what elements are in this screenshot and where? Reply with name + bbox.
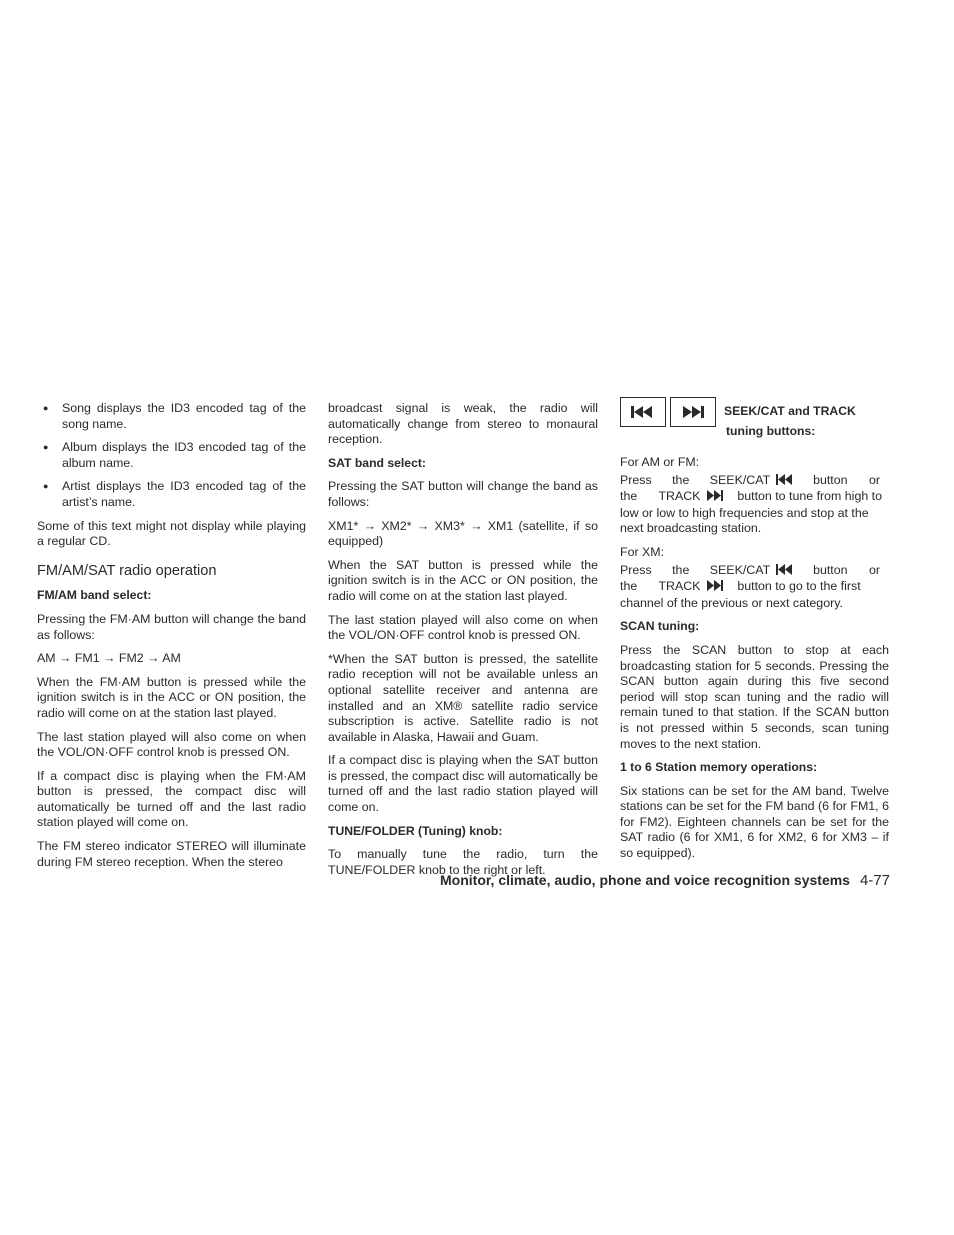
scan-heading: SCAN tuning: [620, 619, 700, 634]
fmam-heading: FM/AM band select: [37, 588, 152, 603]
column-2 [328, 401, 598, 886]
memory-paragraph: Six stations can be set for the AM band. Twelve stations can be set for the FM band (6 for FM1, 6 for FM2). Eighteen channels can be set for the SAT radio (6 for XM1, 6 for XM2, 6 for XM3 – if so equipped). [620, 783, 889, 861]
fmam-paragraph-3: When the FM·AM button is pressed while the ignition switch is in the ACC or ON position, the radio will come on at the station last played. [37, 674, 306, 720]
skip-back-icon [776, 474, 794, 490]
sat-paragraph-5: *When the SAT button is pressed, the satellite radio reception will not be available unless an optional satellite receiver and antenna are installed and an XM® satellite radio service subscription is active. Satellite radio is not available in Alaska, Hawaii and Guam. [328, 651, 598, 744]
skip-back-icon [620, 397, 666, 427]
tune-paragraph-1: To manually tune the radio, turn the TUNE/FOLDER knob to the right or left. [328, 847, 598, 877]
memory-heading: 1 to 6 Station memory operations: [620, 760, 818, 775]
stereo-continued: broadcast signal is weak, the radio will automatically change from stereo to monaural reception. [328, 401, 598, 447]
fmam-paragraph-1: Pressing the FM·AM button will change the band as follows: [37, 611, 306, 642]
xm-text-b: button or the TRACK [620, 562, 880, 594]
seek-track-label-line1: SEEK/CAT and TRACK [724, 404, 856, 418]
xm-text-a: Press the SEEK/CAT [620, 562, 771, 577]
xm-label: For XM: [620, 544, 665, 559]
amfm-text-b: button or the TRACK [620, 472, 880, 504]
column-3 [620, 401, 889, 870]
page-footer [400, 872, 890, 889]
page-number: 4-77 [859, 872, 890, 889]
skip-forward-icon [706, 490, 724, 506]
section-title: FM/AM/SAT radio operation [37, 562, 217, 579]
sat-paragraph-4: The last station played will also come on when the VOL/ON·OFF control knob is pressed ON. [328, 612, 598, 643]
skip-forward-icon [706, 580, 724, 596]
note-text: Some of this text might not display while playing a regular CD. [37, 518, 306, 549]
amfm-label: For AM or FM: [620, 455, 700, 469]
seek-track-label [724, 401, 856, 441]
fmam-paragraph-4: The last station played will also come on when the VOL/ON·OFF control knob is pressed ON. [37, 729, 306, 760]
footer-title: Monitor, climate, audio, phone and voice recognition systems [440, 872, 850, 888]
sat-paragraph-6: If a compact disc is playing when the SAT button is pressed, the compact disc will automatically be turned off and the last radio station played will come on. [328, 753, 598, 815]
fmam-paragraph-5: If a compact disc is playing when the FM·AM button is pressed, the compact disc will automatically be turned off and the last radio station played will come on. [37, 768, 306, 830]
fmam-band-sequence: AM → FM1 → FM2 → AM [37, 651, 181, 666]
skip-forward-icon [670, 397, 716, 427]
xm-paragraph [620, 563, 889, 612]
amfm-paragraph [620, 473, 889, 537]
seek-track-label-line2: tuning buttons: [726, 424, 816, 438]
sat-heading: SAT band select: [328, 455, 426, 470]
amfm-text-a: Press the SEEK/CAT [620, 472, 771, 487]
tune-heading: TUNE/FOLDER (Tuning) knob: [328, 823, 503, 838]
sat-band-sequence: XM1* → XM2* → XM3* → XM1 (satellite, if so equipped) [328, 518, 598, 549]
bullet-song: ● Song displays the ID3 encoded tag of the song name. [37, 401, 306, 432]
skip-back-icon [776, 564, 794, 580]
bullet-artist: ● Artist displays the ID3 encoded tag of the artist’s name. [37, 479, 306, 510]
amfm-text-c: button to tune from high to low or low to high frequencies and stop at the next broadcasting station. [620, 489, 882, 536]
seek-track-figure [620, 401, 889, 449]
fmam-paragraph-6: The FM stereo indicator STEREO will illuminate during FM stereo reception. When the stereo [37, 839, 306, 869]
bullet-album: ● Album displays the ID3 encoded tag of the album name. [37, 440, 306, 471]
xm-text-c: button to go to the first channel of the previous or next category. [620, 579, 861, 610]
column-1 [37, 401, 306, 878]
sat-paragraph-1: Pressing the SAT button will change the band as follows: [328, 479, 598, 509]
scan-paragraph: Press the SCAN button to stop at each broadcasting station for 5 seconds. Pressing the SCAN button again during this five second period will stop scan tuning and the radio will remain tuned to that station. If the SCAN button is not pressed within 5 seconds, scan tuning moves to the next station. [620, 642, 889, 751]
sat-paragraph-3: When the SAT button is pressed while the ignition switch is in the ACC or ON position, the radio will come on at the station last played. [328, 557, 598, 603]
